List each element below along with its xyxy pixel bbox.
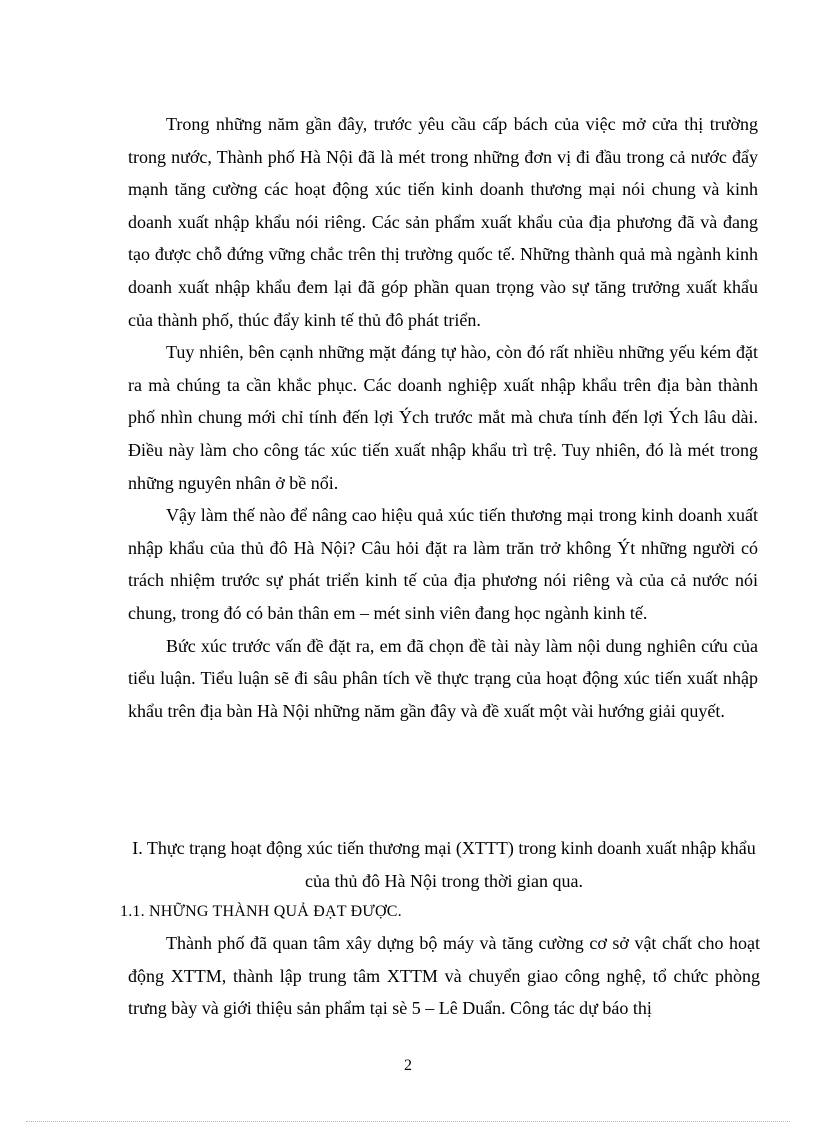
- section-paragraph: Thành phố đã quan tâm xây dựng bộ máy và tăng cường cơ sở vật chất cho hoạt động XTTM, thành lập trung tâm XTTM và chuyển giao công nghệ, tổ chức phòng trưng bày và giới thiệu sản phẩm tại sè 5 – Lê Duẩn. Công tác dự báo thị: [128, 933, 760, 1019]
- section-1: [120, 832, 760, 1025]
- subsection-heading: 1.1. NHỮNG THÀNH QUẢ ĐẠT ĐƯỢC.: [120, 903, 402, 921]
- page-number: 2: [404, 1057, 412, 1074]
- introduction-text: [128, 108, 758, 727]
- intro-paragraph-1: Trong những năm gần đây, trước yêu cầu cấp bách của việc mở cửa thị trường trong nước, Thành phố Hà Nội đã là mét trong những đơn vị đi đầu trong cả nước đẩy mạnh tăng cường các hoạt động xúc tiến kinh doanh thương mại nói chung và kinh doanh xuất nhập khẩu nói riêng. Các sản phẩm xuất khẩu của địa phương đã và đang tạo được chỗ đứng vững chắc trên thị trường quốc tế. Những thành quả mà ngành kinh doanh xuất nhập khẩu đem lại đã góp phần quan trọng vào sự tăng trưởng xuất khẩu của thành phố, thúc đẩy kinh tế thủ đô phát triển.: [128, 114, 758, 330]
- intro-paragraph-2: Tuy nhiên, bên cạnh những mặt đáng tự hào, còn đó rất nhiều những yếu kém đặt ra mà chúng ta cần khắc phục. Các doanh nghiệp xuất nhập khẩu trên địa bàn thành phố nhìn chung mới chỉ tính đến lợi Ých trước mắt mà chưa tính đến lợi Ých lâu dài. Điều này làm cho công tác xúc tiến xuất nhập khẩu trì trệ. Tuy nhiên, đó là mét trong những nguyên nhân ở bề nổi.: [128, 342, 758, 493]
- intro-paragraph-3: Vậy làm thế nào để nâng cao hiệu quả xúc tiến thương mại trong kinh doanh xuất nhập khẩu của thủ đô Hà Nội? Câu hỏi đặt ra làm trăn trở không Ýt những người có trách nhiệm trước sự phát triển kinh tế của địa phương nói riêng và của cả nước nói chung, trong đó có bản thân em – mét sinh viên đang học ngành kinh tế.: [128, 505, 758, 623]
- page-break-divider: [26, 1121, 790, 1122]
- intro-paragraph-4: Bức xúc trước vấn đề đặt ra, em đã chọn đề tài này làm nội dung nghiên cứu của tiểu luận. Tiểu luận sẽ đi sâu phân tích về thực trạng của hoạt động xúc tiến xuất nhập khẩu trên địa bàn Hà Nội những năm gần đây và đề xuất một vài hướng giải quyết.: [128, 635, 758, 721]
- section-heading: I. Thực trạng hoạt động xúc tiến thương mại (XTTT) trong kinh doanh xuất nhập khẩu của thủ đô Hà Nội trong thời gian qua.: [132, 838, 756, 891]
